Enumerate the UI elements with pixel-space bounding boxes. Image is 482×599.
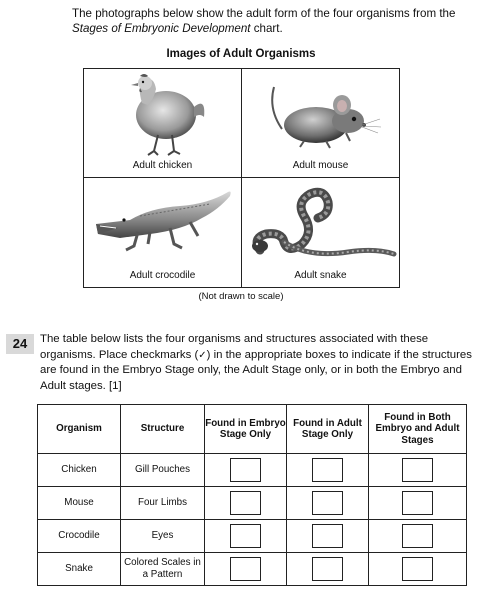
embryo-only-cell — [205, 487, 287, 520]
table-row — [38, 520, 467, 553]
checkbox-both[interactable] — [402, 524, 433, 548]
intro-text — [72, 6, 472, 36]
organism-cell: Mouse — [38, 487, 121, 520]
checkbox-adult-only[interactable] — [312, 491, 343, 515]
organism-cell: Snake — [38, 553, 121, 586]
checkbox-embryo-only[interactable] — [230, 491, 261, 515]
organism-image-grid — [83, 68, 400, 288]
checkbox-adult-only[interactable] — [312, 557, 343, 581]
header-adult-only: Found in Adult Stage Only — [287, 405, 369, 454]
scale-note: (Not drawn to scale) — [198, 291, 284, 302]
header-embryo-only: Found in Embryo Stage Only — [205, 405, 287, 454]
checkbox-both[interactable] — [402, 491, 433, 515]
table-row — [38, 454, 467, 487]
checkbox-embryo-only[interactable] — [230, 458, 261, 482]
embryo-only-cell — [205, 553, 287, 586]
structure-cell: Gill Pouches — [121, 454, 205, 487]
chicken-photo-icon — [114, 73, 214, 157]
crocodile-cell — [84, 178, 241, 287]
adult-only-cell — [287, 454, 369, 487]
both-cell — [369, 553, 467, 586]
header-structure: Structure — [121, 405, 205, 454]
mouse-photo-icon — [264, 79, 384, 153]
both-cell — [369, 520, 467, 553]
checkbox-embryo-only[interactable] — [230, 524, 261, 548]
adult-only-cell — [287, 487, 369, 520]
adult-only-cell — [287, 520, 369, 553]
checkmark-glyph: ✓ — [198, 349, 207, 361]
checkbox-embryo-only[interactable] — [230, 557, 261, 581]
adult-only-cell — [287, 553, 369, 586]
snake-caption: Adult snake — [294, 270, 347, 281]
question-text-after: ) in the appropriate boxes to indicate if the structures are found in the Embryo Stage only, the Adult Stage only, or in both the Embryo and Adult stages. [1] — [40, 348, 472, 392]
table-row — [38, 553, 467, 586]
checkbox-both[interactable] — [402, 458, 433, 482]
checkbox-adult-only[interactable] — [312, 524, 343, 548]
question-text — [40, 332, 472, 394]
mouse-caption: Adult mouse — [292, 160, 349, 171]
checkbox-both[interactable] — [402, 557, 433, 581]
snake-photo-icon — [248, 184, 398, 262]
header-organism: Organism — [38, 405, 121, 454]
structure-cell: Four Limbs — [121, 487, 205, 520]
embryo-only-cell — [205, 520, 287, 553]
table-header-row — [38, 405, 467, 454]
embryo-only-cell — [205, 454, 287, 487]
images-title: Images of Adult Organisms — [166, 48, 316, 60]
both-cell — [369, 487, 467, 520]
chicken-caption: Adult chicken — [132, 160, 193, 171]
chicken-cell — [84, 69, 241, 177]
crocodile-caption: Adult crocodile — [129, 270, 196, 281]
answer-table — [37, 404, 467, 586]
organism-cell: Crocodile — [38, 520, 121, 553]
crocodile-photo-icon — [90, 186, 238, 262]
both-cell — [369, 454, 467, 487]
chart-name: Stages of Embryonic Development — [72, 22, 251, 35]
structure-cell: Eyes — [121, 520, 205, 553]
structure-cell: Colored Scales in a Pattern — [121, 553, 205, 586]
table-row — [38, 487, 467, 520]
question-number: 24 — [6, 334, 34, 354]
checkbox-adult-only[interactable] — [312, 458, 343, 482]
intro-part2: chart. — [250, 22, 283, 35]
question-text-before: The table below lists the four organisms and structures associated with these organisms. Place checkmarks ( — [40, 333, 429, 361]
intro-part1: The photographs below show the adult form of the four organisms from the — [72, 7, 456, 20]
snake-cell — [242, 178, 399, 287]
organism-cell: Chicken — [38, 454, 121, 487]
header-both: Found in Both Embryo and Adult Stages — [369, 405, 467, 454]
mouse-cell — [242, 69, 399, 177]
